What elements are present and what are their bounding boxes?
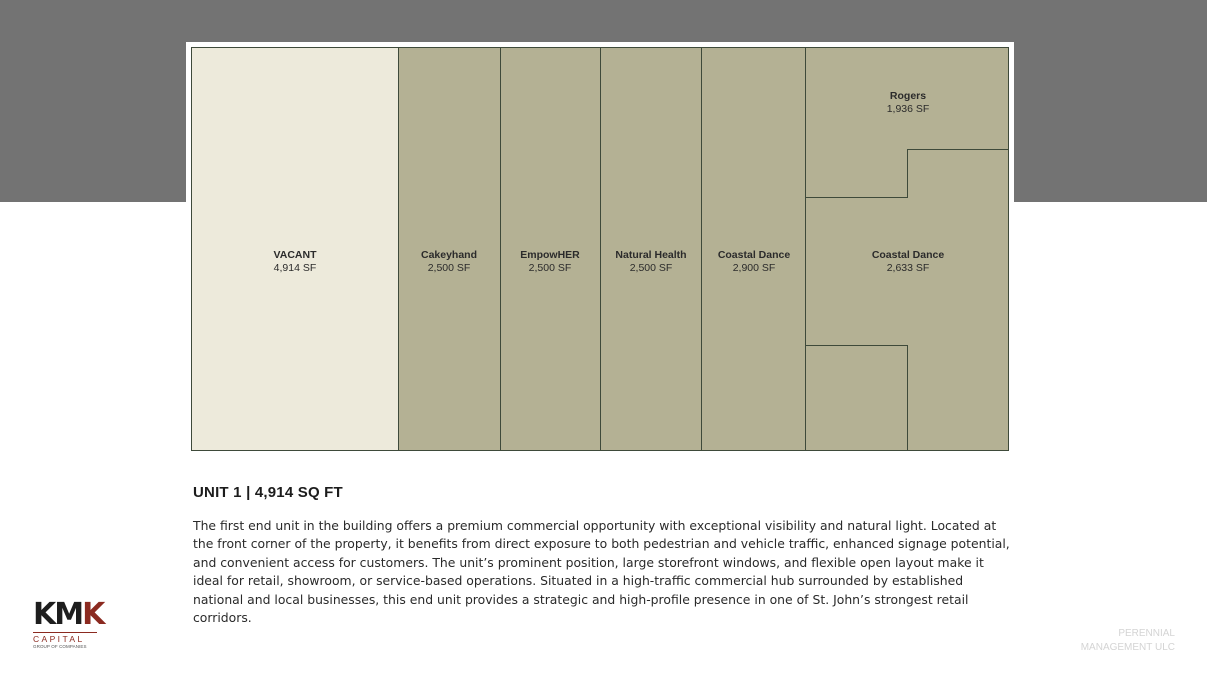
logo-wordmark: CAPITAL xyxy=(33,634,85,644)
unit-description: The first end unit in the building offers a premium commercial opportunity with exceptional visibility and natural light. Located at the front corner of the property, it benefits from direct exposure to both pedestrian and vehicle traffic, enhanced signage potential, and convenient access for customers. The unit’s prominent position, large storefront windows, and flexible open layout make it ideal for retail, showroom, or service-based operations. Situated in a high-traffic commercial hub surrounded by established national and local businesses, this end unit provides a strategic and high-profile presence in one of St. John’s strongest retail corridors. xyxy=(193,518,1010,626)
logo-divider xyxy=(33,632,97,633)
unit-label-empowher xyxy=(520,249,580,275)
logo-mark-left: KM xyxy=(33,597,83,632)
unit-label-coastal-dance-2 xyxy=(872,249,944,275)
unit-label-natural-health xyxy=(615,249,686,275)
unit-area: 2,500 SF xyxy=(427,262,471,274)
company-logo xyxy=(33,597,104,654)
unit-area: 4,914 SF xyxy=(273,262,317,274)
logo-mark-right: K xyxy=(82,597,104,632)
unit-area: 2,633 SF xyxy=(886,262,930,274)
logo-tagline: GROUP OF COMPANIES xyxy=(33,644,87,649)
unit-area: 1,936 SF xyxy=(886,103,930,115)
unit-name: EmpowHER xyxy=(520,249,580,261)
unit-label-vacant xyxy=(274,249,317,275)
watermark-line-1: PERENNIAL xyxy=(1118,628,1175,639)
watermark-line-2: MANAGEMENT ULC xyxy=(1080,642,1175,653)
unit-name: Coastal Dance xyxy=(717,249,791,261)
unit-area: 2,900 SF xyxy=(732,262,776,274)
unit-name: Natural Health xyxy=(615,249,687,261)
unit-label-cakeyhand xyxy=(421,249,477,275)
unit-name: VACANT xyxy=(273,249,317,261)
unit-name: Coastal Dance xyxy=(871,249,945,261)
unit-heading: UNIT 1 | 4,914 SQ FT xyxy=(193,484,343,501)
unit-name: Cakeyhand xyxy=(420,249,478,261)
management-watermark xyxy=(1081,627,1175,655)
floor-plan xyxy=(191,47,1009,451)
unit-area: 2,500 SF xyxy=(629,262,673,274)
unit-shape-corner-fill xyxy=(806,346,908,451)
unit-area: 2,500 SF xyxy=(528,262,572,274)
unit-label-coastal-dance-1 xyxy=(718,249,790,275)
logo-mark xyxy=(33,597,104,632)
unit-label-rogers xyxy=(887,90,930,116)
unit-name: Rogers xyxy=(889,90,927,102)
